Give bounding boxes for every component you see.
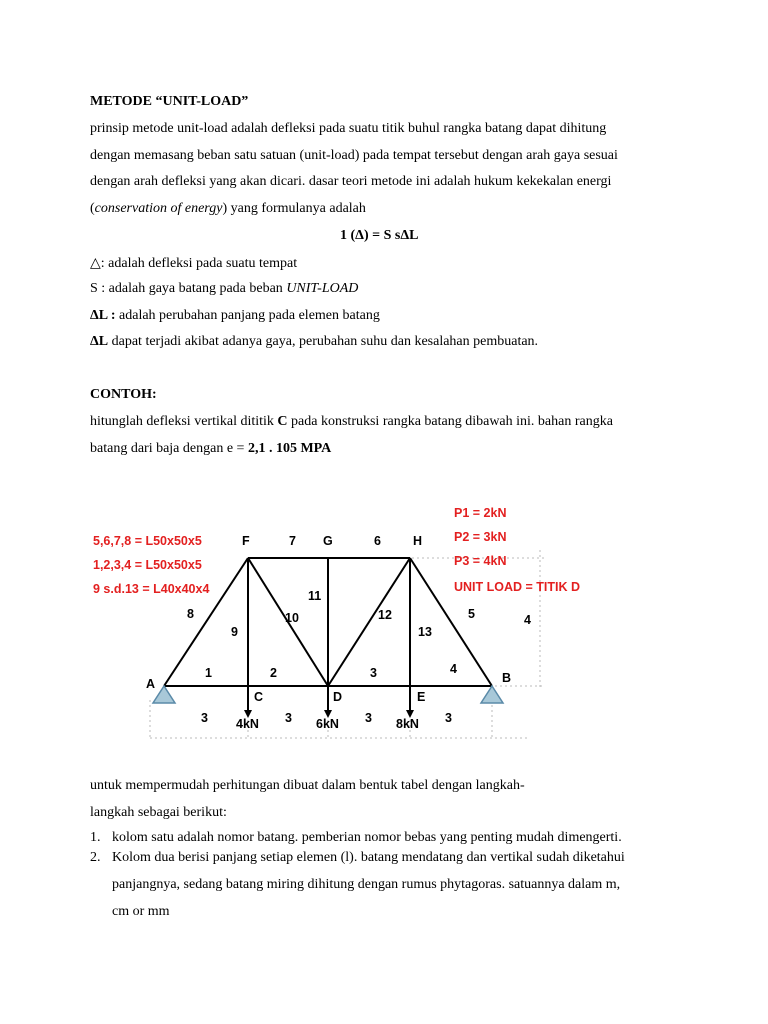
node-label-f: F — [242, 534, 250, 548]
intro-line-1: prinsip metode unit-load adalah defleksi pada suatu titik buhul rangka batang dapat dihitung — [90, 121, 607, 136]
load-label-d: 6kN — [316, 717, 339, 731]
member-label-5: 5 — [468, 607, 475, 621]
span-label-3: 3 — [365, 711, 372, 725]
def-s: S : adalah gaya batang pada beban UNIT-LOAD — [90, 281, 359, 296]
span-label-2: 3 — [285, 711, 292, 725]
truss-diagram — [0, 490, 768, 750]
intro-line-3: dengan arah defleksi yang akan dicari. dasar teori metode ini adalah hukum kekekalan energi — [90, 174, 612, 189]
section-label-3: 9 s.d.13 = L40x40x4 — [93, 582, 210, 596]
node-label-e: E — [417, 690, 426, 704]
member-label-4: 4 — [450, 662, 457, 676]
step-item-1: 1. kolom satu adalah nomor batang. pemberian nomor bebas yang penting mudah dimengerti. — [90, 830, 622, 845]
load-legend-p3: P3 = 4kN — [454, 554, 507, 568]
member-label-9: 9 — [231, 625, 238, 639]
node-label-b: B — [502, 671, 512, 685]
def-delta: △: adalah defleksi pada suatu tempat — [90, 256, 298, 271]
node-label-d: D — [333, 690, 343, 704]
load-legend-unit: UNIT LOAD = TITIK D — [454, 580, 581, 594]
member-label-12: 12 — [378, 608, 392, 622]
member-label-3: 3 — [370, 666, 377, 680]
step-item-2: 2. Kolom dua berisi panjang setiap elemen (l). batang mendatang dan vertikal sudah diketahui — [90, 850, 625, 865]
span-label-1: 3 — [201, 711, 208, 725]
steps-intro-2: langkah sebagai berikut: — [90, 805, 227, 820]
section-label-2: 1,2,3,4 = L50x50x5 — [93, 558, 202, 572]
node-label-c: C — [254, 690, 264, 704]
support-a — [153, 686, 175, 703]
contoh-heading: CONTOH: — [90, 387, 157, 402]
formula: 1 (Δ) = S sΔL — [340, 228, 419, 243]
load-label-c: 4kN — [236, 717, 259, 731]
load-label-e: 8kN — [396, 717, 419, 731]
member-label-13: 13 — [418, 625, 432, 639]
member-12 — [328, 558, 410, 686]
member-label-6: 6 — [374, 534, 381, 548]
def-dl-2: ΔL dapat terjadi akibat adanya gaya, perubahan suhu dan kesalahan pembuatan. — [90, 334, 539, 349]
member-label-11: 11 — [308, 589, 322, 603]
node-label-a: A — [146, 677, 156, 691]
load-legend-p1: P1 = 2kN — [454, 506, 507, 520]
node-label-h: H — [413, 534, 423, 548]
member-label-1: 1 — [205, 666, 212, 680]
height-label: 4 — [524, 613, 531, 627]
support-b — [481, 686, 503, 703]
steps-intro-1: untuk mempermudah perhitungan dibuat dalam bentuk tabel dengan langkah- — [90, 778, 525, 793]
member-label-2: 2 — [270, 666, 277, 680]
intro-line-2: dengan memasang beban satu satuan (unit-load) pada tempat tersebut dengan arah gaya sesuai — [90, 148, 618, 163]
step-2-cont-2: cm or mm — [112, 904, 170, 919]
step-2-cont-1: panjangnya, sedang batang miring dihitung dengan rumus phytagoras. satuannya dalam m, — [112, 877, 621, 892]
def-dl: ΔL : adalah perubahan panjang pada elemen batang — [90, 308, 380, 323]
span-label-4: 3 — [445, 711, 452, 725]
section-label-1: 5,6,7,8 = L50x50x5 — [93, 534, 202, 548]
page-title: METODE “UNIT-LOAD” — [90, 94, 249, 109]
member-label-8: 8 — [187, 607, 194, 621]
node-label-g: G — [323, 534, 333, 548]
member-label-10: 10 — [285, 611, 299, 625]
contoh-line-2: batang dari baja dengan e = 2,1 . 105 MPA — [90, 441, 332, 456]
contoh-line-1: hitunglah defleksi vertikal dititik C pada konstruksi rangka batang dibawah ini. bahan rangka — [90, 414, 613, 429]
intro-line-4: (conservation of energy) yang formulanya adalah — [90, 201, 366, 216]
member-label-7: 7 — [289, 534, 296, 548]
load-legend-p2: P2 = 3kN — [454, 530, 507, 544]
